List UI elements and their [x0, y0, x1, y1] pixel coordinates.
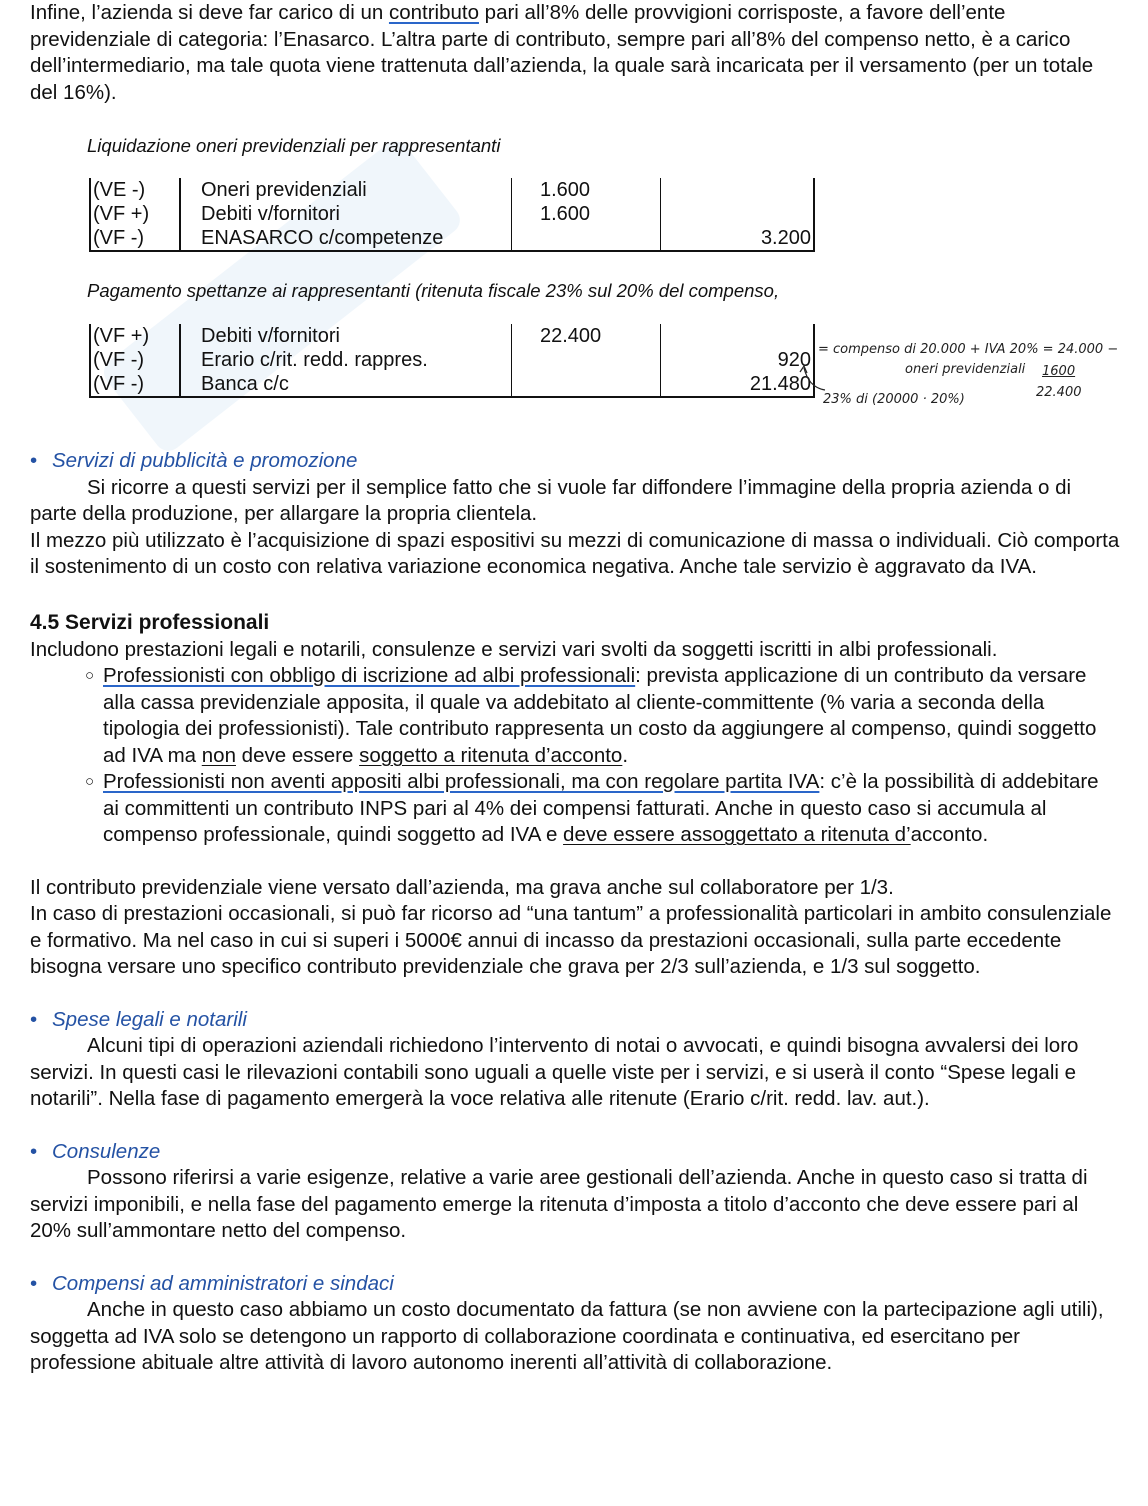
table-row: (VF +) Debiti v/fornitori 1.600	[90, 202, 814, 226]
handwritten-note-3: 23% di (20000 · 20%)	[823, 392, 965, 407]
pubblicita-paragraph-1: Si ricorre a questi servizi per il semplice fatto che si vuole far diffondere l’immagine della propria azienda o di parte della produzione, per allargare la propria clientela.	[30, 475, 1072, 525]
amministratori-paragraph: Anche in questo caso abbiamo un costo documentato da fattura (se non avviene con la partecipazione agli utili), soggetta ad IVA solo se detengono un rapporto di collaborazione coordinata e continuativa, ed esercitano per professione abituale altre attività di lavoro autonomo inerenti all’attività di collaborazione.	[30, 1298, 1104, 1374]
bullet-dot-icon: •	[30, 1007, 38, 1031]
table-row: (VF +) Debiti v/fornitori 22.400	[90, 324, 814, 348]
table-row: (VE -) Oneri previdenziali 1.600	[90, 178, 814, 202]
bullet-pubblicita: • Servizi di pubblicità e promozione	[30, 448, 1120, 475]
bullet-amministratori: • Compensi ad amministratori e sindaci	[30, 1271, 1120, 1298]
legali-paragraph: Alcuni tipi di operazioni aziendali richiedono l’intervento di notai o avvocati, e quindi bisogna avvalersi dei loro servizi. In questi casi le rilevazioni contabili sono uguali a quelle viste per i servizi, e si userà il conto “Spese legali e notarili”. Nella fase di pagamento emergerà la voce relativa alle ritenute (Erario c/rit. redd. lav. aut.).	[30, 1034, 1079, 1110]
consulenze-paragraph: Possono riferirsi a varie esigenze, relative a varie aree gestionali dell’azienda. Anche in questo caso si tratta di servizi imponibili, e nella fase del pagamento emerge la ritenuta d’imposta a titolo d’acconto che deve essere pari al 20% sull’ammontare netto del compenso.	[30, 1166, 1088, 1242]
contributo-underlined: contributo	[388, 1, 479, 24]
list-item-albi: ○ Professionisti con obbligo di iscrizione ad albi professionali: prevista applicazione di un contributo da versare alla cassa previdenziale apposita, il quale va addebitato al cliente-committente (% varia a seconda della tipologia dei professionisti). Tale contributo rappresenta un costo da aggiungere al compenso, quindi soggetto ad IVA ma non deve essere soggetto a ritenuta d’acconto.	[85, 664, 1097, 767]
handwritten-note-1: = compenso di 20.000 + IVA 20% = 24.000 −	[818, 342, 1119, 357]
ledger1-table	[89, 178, 815, 252]
section45-paragraph-1: Il contributo previdenziale viene versato dall’azienda, ma grava anche sul collaboratore per 1/3.	[30, 875, 894, 899]
bullet-dot-icon: •	[30, 449, 38, 472]
handwritten-note-1600: 1600	[1042, 364, 1076, 379]
circle-bullet-icon: ○	[85, 773, 95, 790]
ledger2-table	[89, 324, 815, 398]
bullet-dot-icon: •	[30, 1139, 38, 1163]
document-page	[30, 0, 1120, 1377]
handwritten-note-2: oneri previdenziali	[905, 362, 1026, 377]
section-heading: 4.5 Servizi professionali	[30, 610, 270, 634]
table-row: (VF -) Erario c/rit. redd. rappres. 920	[90, 348, 814, 372]
bullet-legali: • Spese legali e notarili	[30, 1007, 1120, 1034]
pubblicita-paragraph-2: Il mezzo più utilizzato è l’acquisizione di spazi espositivi su mezzi di comunicazione di massa o individuali. Ciò comporta il sostenimento di un costo con relativa variazione economica negativa. Anche tale servizio è aggravato da IVA.	[30, 528, 1120, 578]
section45-intro: Includono prestazioni legali e notarili, consulenze e servizi vari svolti da soggetti iscritti in albi professionali.	[30, 637, 998, 661]
ledger1-caption: Liquidazione oneri previdenziali per rappresentanti	[87, 135, 501, 156]
intro-paragraph: Infine, l’azienda si deve far carico di un contributo pari all’8% delle provvigioni corrisposte, a favore dell’ente previdenziale di categoria: l’Enasarco. L’altra parte di contributo, sempre pari all’8% del compenso netto, è a carico dell’intermediario, ma tale quota viene trattenuta dall’azienda, la quale sarà incaricata per il versamento (per un totale del 16%).	[30, 1, 1094, 104]
section45-paragraph-2: In caso di prestazioni occasionali, si può far ricorso ad “una tantum” a professionalità particolari in ambito consulenziale e formativo. Ma nel caso in cui si superi i 5000€ annui di incasso da prestazioni occasionali, sulla parte eccedente bisogna versare uno specifico contributo previdenziale che grava per 2/3 sull’azienda, e 1/3 sul soggetto.	[30, 902, 1112, 978]
list-item-partita-iva: ○ Professionisti non aventi appositi albi professionali, ma con regolare partita IVA: c’è la possibilità di addebitare ai committenti un contributo INPS pari al 4% dei compensi fatturati. Anche in questo caso si accumula al compenso professionale, quindi soggetto ad IVA e deve essere assoggettato a ritenuta d’acconto.	[85, 770, 1099, 846]
table-row: (VF -) ENASARCO c/competenze 3.200	[90, 226, 814, 251]
handwritten-note-22400: 22.400	[1036, 385, 1082, 400]
bullet-consulenze: • Consulenze	[30, 1139, 1120, 1166]
table-row: (VF -) Banca c/c 21.480	[90, 372, 814, 397]
ledger2-caption: Pagamento spettanze ai rappresentanti (ritenuta fiscale 23% sul 20% del compenso,	[87, 279, 780, 301]
circle-bullet-icon: ○	[85, 667, 95, 684]
bullet-dot-icon: •	[30, 1271, 38, 1295]
handwritten-arrow-icon	[795, 360, 835, 394]
